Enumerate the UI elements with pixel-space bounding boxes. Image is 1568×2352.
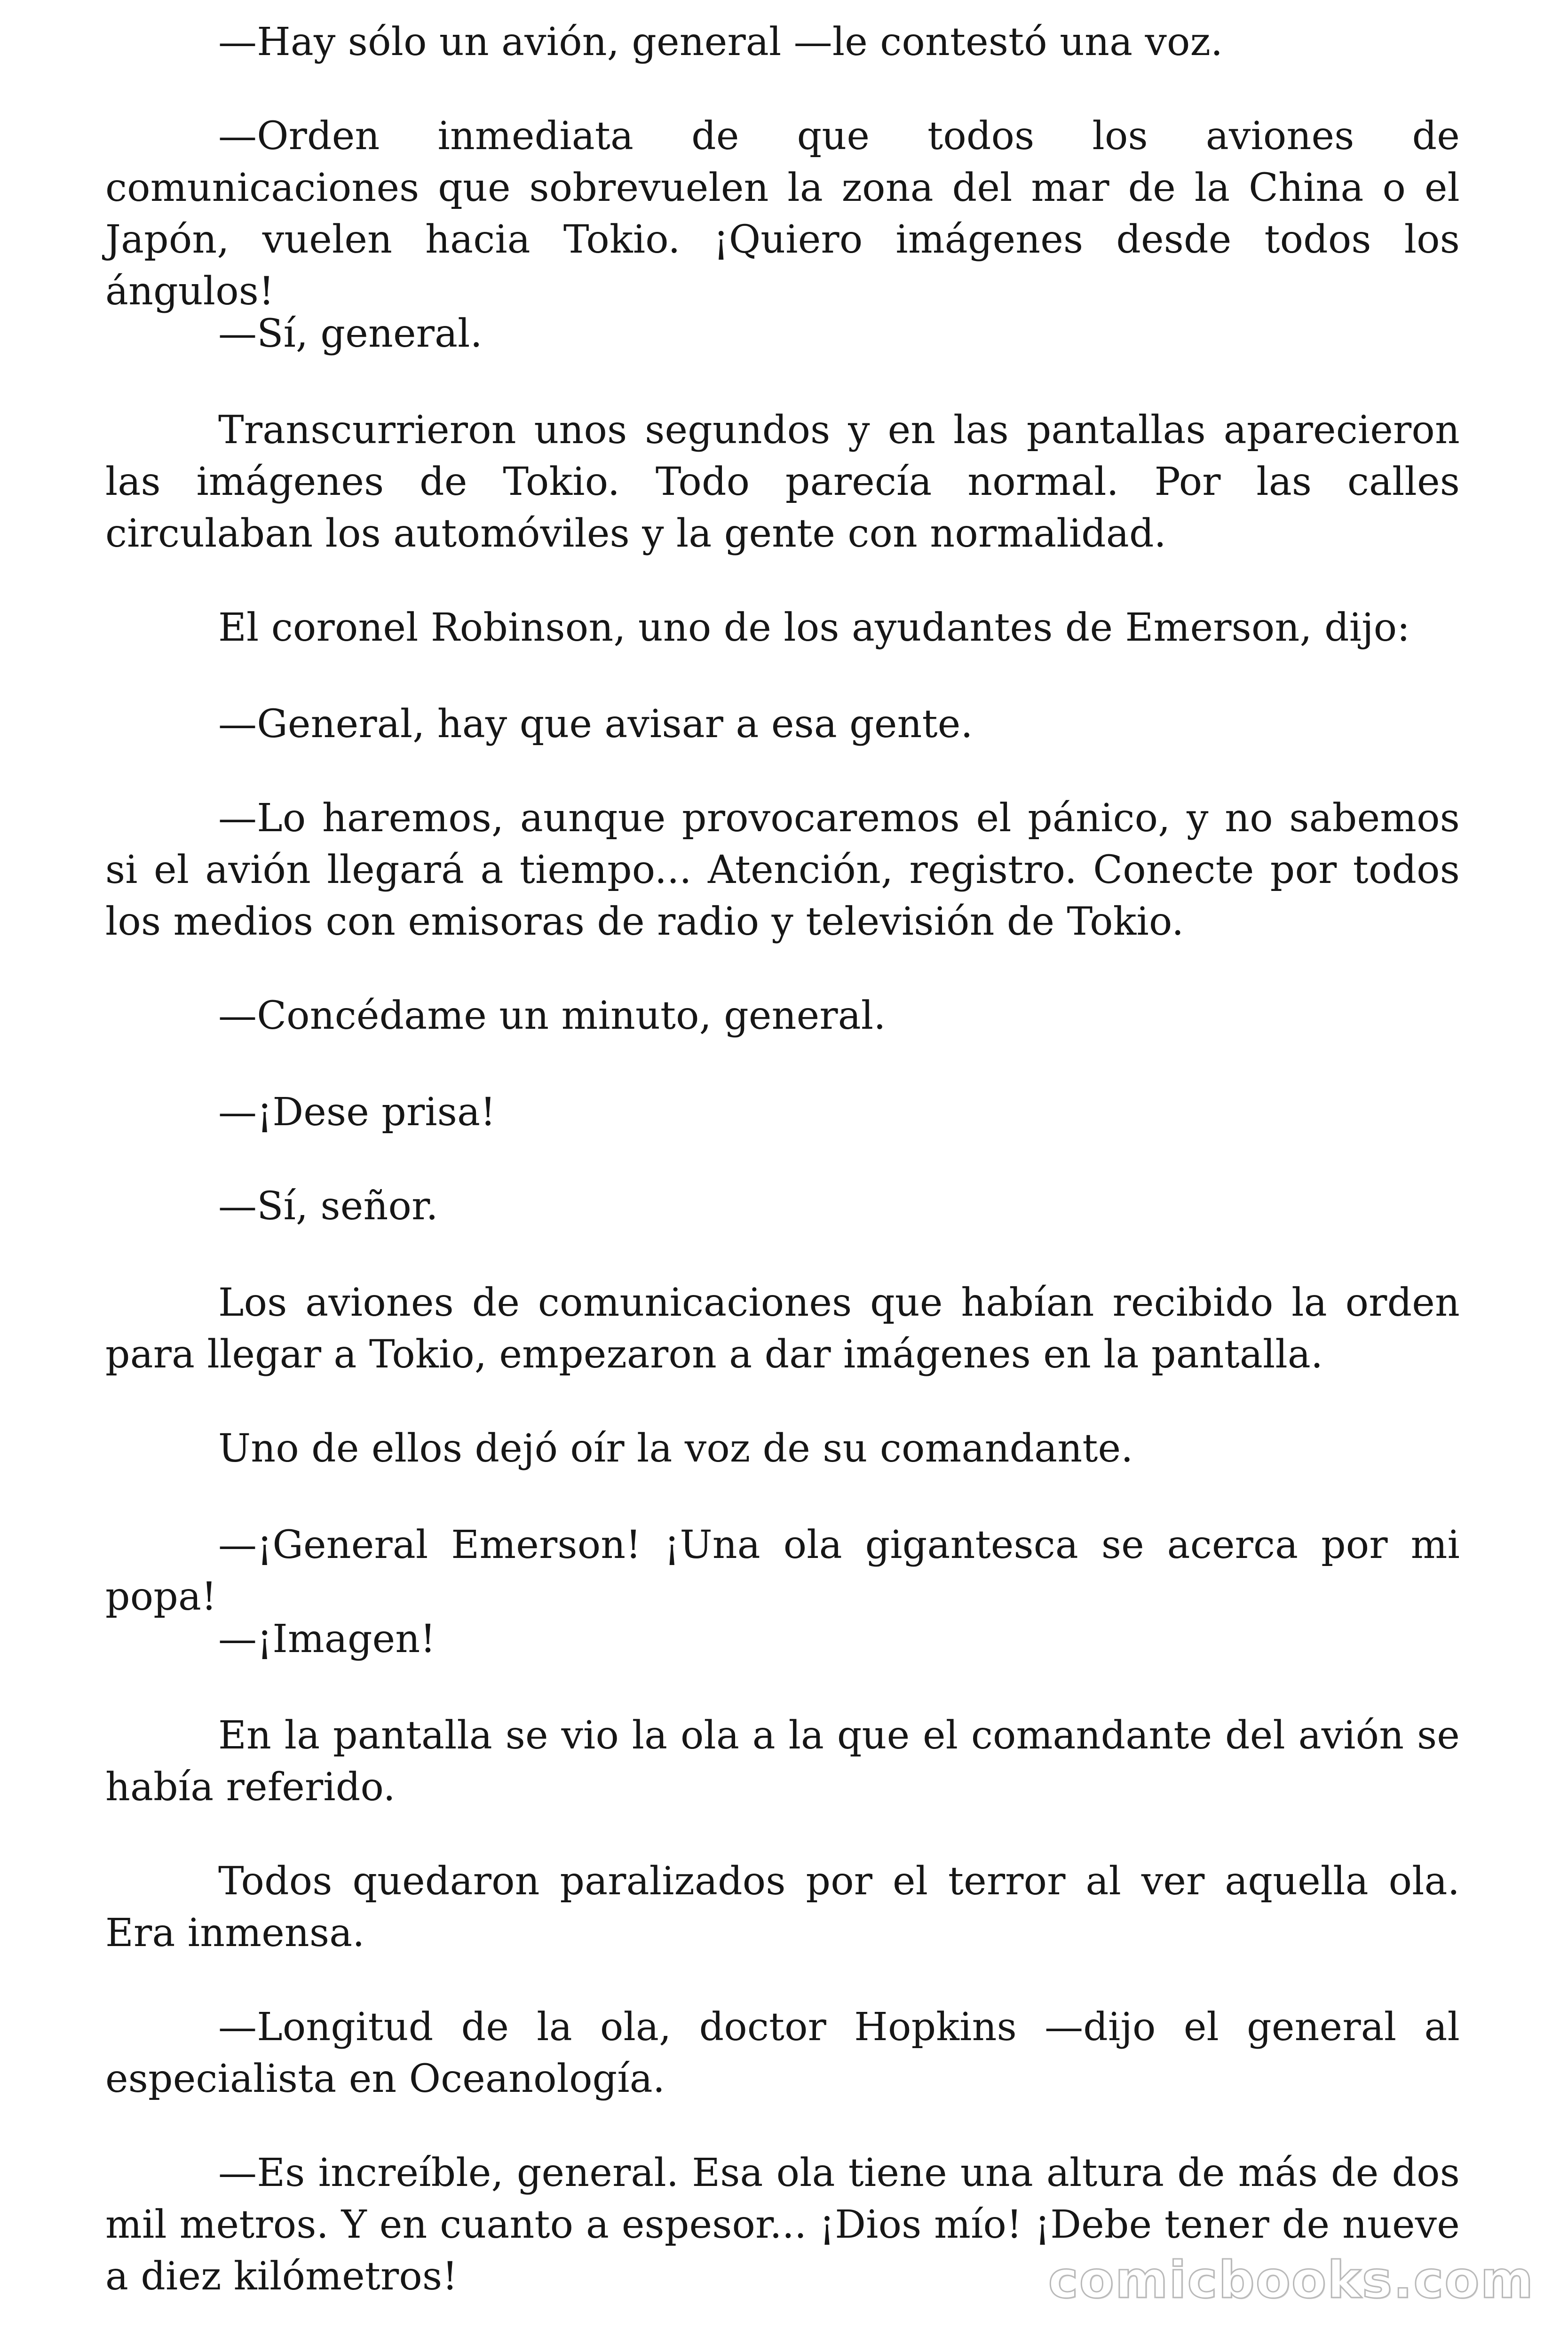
paragraph-13: —¡General Emerson! ¡Una ola gigantesca se acerca por mi popa! xyxy=(105,1523,1460,1619)
paragraph-11: Los aviones de comunicaciones que habían recibido la orden para llegar a Tokio, empezaron a dar imágenes en la pantalla. xyxy=(105,1280,1460,1377)
paragraph-17: —Longitud de la ola, doctor Hopkins —dijo el general al especialista en Oceanología. xyxy=(105,2005,1460,2101)
paragraph-7: —Lo haremos, aunque provocaremos el pánico, y no sabemos si el avión llegará a tiempo... Atención, registro. Conecte por todos los medios con emisoras de radio y televisión de Tokio. xyxy=(105,796,1460,944)
paragraph-15: En la pantalla se vio la ola a la que el comandante del avión se había referido. xyxy=(105,1713,1460,1810)
paragraph-12: Uno de ellos dejó oír la voz de su comandante. xyxy=(218,1426,1133,1471)
paragraph-14: —¡Imagen! xyxy=(218,1617,436,1661)
document-page xyxy=(105,0,1460,2352)
paragraph-5: El coronel Robinson, uno de los ayudantes de Emerson, dijo: xyxy=(218,605,1410,650)
paragraph-6: —General, hay que avisar a esa gente. xyxy=(218,702,973,747)
paragraph-3: —Sí, general. xyxy=(218,311,483,356)
paragraph-10: —Sí, señor. xyxy=(218,1184,438,1229)
paragraph-8: —Concédame un minuto, general. xyxy=(218,993,886,1038)
paragraph-1: —Hay sólo un avión, general —le contestó una voz. xyxy=(218,20,1223,64)
watermark-logo: comicbooks.com xyxy=(1048,2251,1534,2310)
paragraph-18: —Es increíble, general. Esa ola tiene una altura de más de dos mil metros. Y en cuanto a espesor... ¡Dios mío! ¡Debe tener de nueve a diez kilómetros! xyxy=(105,2151,1460,2299)
paragraph-16: Todos quedaron paralizados por el terror al ver aquella ola. Era inmensa. xyxy=(105,1859,1460,1955)
paragraph-9: —¡Dese prisa! xyxy=(218,1090,496,1135)
paragraph-4: Transcurrieron unos segundos y en las pantallas aparecieron las imágenes de Tokio. Todo parecía normal. Por las calles circulaban los automóviles y la gente con normalidad. xyxy=(105,408,1460,556)
paragraph-2: —Orden inmediata de que todos los aviones de comunicaciones que sobrevuelen la zona del mar de la China o el Japón, vuelen hacia Tokio. ¡Quiero imágenes desde todos los ángulos! xyxy=(105,114,1460,314)
